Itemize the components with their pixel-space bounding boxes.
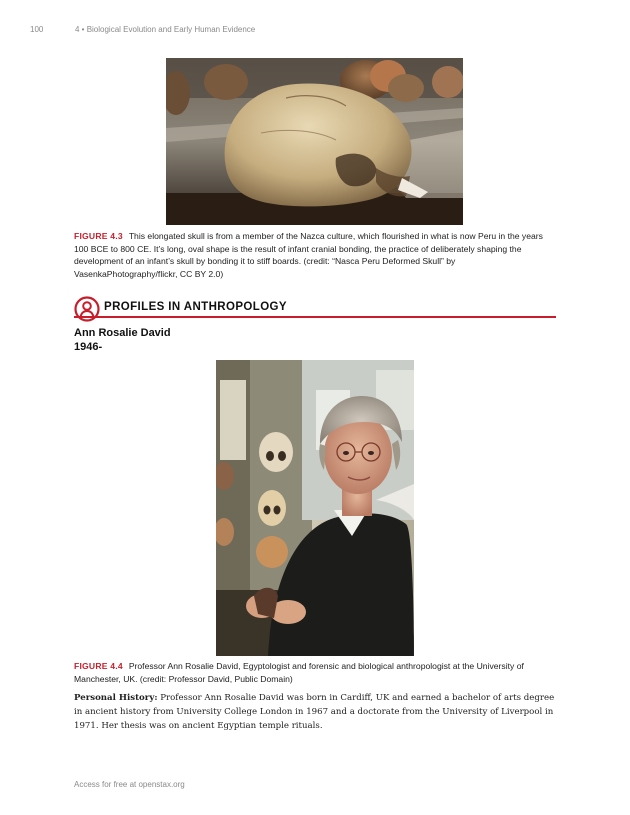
- figure-4-4-photo: [216, 360, 414, 656]
- profile-person: [74, 326, 171, 355]
- person-icon: [74, 296, 100, 322]
- figure-label: FIGURE 4.3: [74, 231, 123, 241]
- chapter-title: 4 • Biological Evolution and Early Human Evidence: [75, 25, 256, 34]
- profile-section-title: PROFILES IN ANTHROPOLOGY: [104, 301, 287, 313]
- paragraph-text: Professor Ann Rosalie David was born in Cardiff, UK and earned a bachelor of arts degree in ancient history from University College London in 1967 and a doctorate from the University of Liverpool in 1971. Her thesis was on ancient Egyptian temple rituals.: [74, 693, 555, 731]
- figure-4-3-caption: [74, 230, 556, 281]
- figure-4-4-caption: [74, 660, 556, 685]
- figure-4-3-photo: [166, 58, 463, 225]
- figure-label: FIGURE 4.4: [74, 661, 123, 671]
- paragraph-lead: Personal History:: [74, 693, 158, 703]
- page-header: [30, 25, 256, 34]
- body-paragraph: [74, 692, 556, 733]
- page-number: 100: [30, 25, 44, 34]
- person-name: Ann Rosalie David: [74, 327, 171, 339]
- caption-text: This elongated skull is from a member of the Nazca culture, which flourished in what is now Peru in the years 100 BCE to 800 CE. It’s long, oval shape is the result of infant cranial bonding, the practice of deliberately shaping the development of an infant’s skull by bonding it to stiff boards. (credit: “Nasca Peru Deformed Skull” by VasenkaPhotography/flickr, CC BY 2.0): [74, 231, 543, 280]
- person-years: 1946-: [74, 341, 103, 354]
- caption-text: Professor Ann Rosalie David, Egyptologist and forensic and biological anthropologist at the University of Manchester, UK. (credit: Professor David, Public Domain): [74, 661, 524, 684]
- page-footer: Access for free at openstax.org: [74, 780, 185, 789]
- section-divider: [74, 316, 556, 318]
